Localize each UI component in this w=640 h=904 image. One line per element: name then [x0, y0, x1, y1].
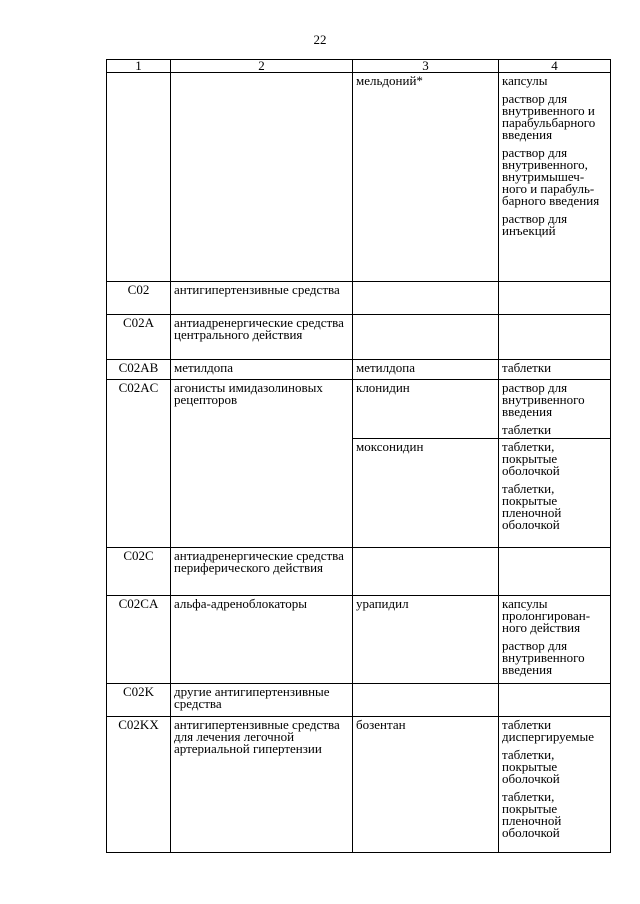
table-row: [107, 548, 611, 596]
dosage-forms: [499, 548, 611, 596]
atc-code: C02A: [107, 315, 171, 360]
dosage-form: таблетки, покрытые пленочной оболочкой: [502, 789, 562, 840]
group-name: антиадренергические средства центрального действия: [171, 315, 353, 360]
dosage-form: таблетки, покрытые оболочкой: [502, 747, 560, 786]
drug-name: клонидин: [356, 380, 410, 395]
dosage-forms: [499, 282, 611, 315]
dosage-form: таблетки, покрытые оболочкой: [502, 439, 560, 478]
header-col-1: 1: [107, 60, 171, 73]
table-row: [107, 596, 611, 684]
table-row: [107, 315, 611, 360]
dosage-forms: [499, 380, 611, 548]
dosage-forms: [499, 73, 611, 282]
dosage-forms: [499, 315, 611, 360]
drug-name: [353, 315, 499, 360]
group-name: другие антигипертензивные средства: [171, 684, 353, 717]
header-col-4: 4: [499, 60, 611, 73]
group-name: антиадренергические средства периферического действия: [171, 548, 353, 596]
dosage-form: раствор для внутривенного, внутримышеч-ного и парабуль-барного введения: [502, 145, 600, 208]
dosage-forms: [499, 360, 611, 380]
dosage-form: капсулы пролонгирован-ного действия: [502, 596, 591, 635]
table-row: [107, 360, 611, 380]
atc-code: C02CA: [107, 596, 171, 684]
dosage-form: капсулы: [502, 73, 548, 88]
group-name: [171, 73, 353, 282]
drug-name: бозентан: [353, 717, 499, 853]
dosage-form: раствор для внутривенного введения: [502, 380, 585, 419]
table-row: [107, 282, 611, 315]
dosage-form: таблетки диспергируемые: [502, 717, 595, 744]
drug-name: [353, 684, 499, 717]
group-name: агонисты имидазолиновых рецепторов: [171, 380, 353, 548]
drug-name: [353, 548, 499, 596]
drug-name: метилдопа: [353, 360, 499, 380]
dosage-form: раствор для внутривенного введения: [502, 638, 585, 677]
dosage-form: таблетки: [502, 360, 552, 375]
header-col-3: 3: [353, 60, 499, 73]
drug-name: урапидил: [353, 596, 499, 684]
drug-cell: [353, 380, 499, 548]
page-number: 22: [313, 32, 327, 47]
table-row: [107, 73, 611, 282]
dosage-form: раствор для внутривенного и парабульбарного введения: [502, 91, 596, 142]
atc-code: C02: [107, 282, 171, 315]
dosage-forms: [499, 717, 611, 853]
table-row: [107, 717, 611, 853]
table-header-row: [107, 60, 611, 73]
dosage-form: таблетки, покрытые пленочной оболочкой: [502, 481, 562, 532]
drug-name: моксонидин: [353, 438, 498, 456]
group-name: антигипертензивные средства для лечения легочной артериальной гипертензии: [171, 717, 353, 853]
dosage-forms: [499, 596, 611, 684]
atc-code: C02C: [107, 548, 171, 596]
atc-code: C02AB: [107, 360, 171, 380]
group-name: метилдопа: [171, 360, 353, 380]
header-col-2: 2: [171, 60, 353, 73]
dosage-form: раствор для инъекций: [502, 211, 568, 238]
dosage-forms: [499, 684, 611, 717]
atc-code: C02KX: [107, 717, 171, 853]
drug-name: [353, 282, 499, 315]
atc-code: [107, 73, 171, 282]
drug-table: [106, 59, 611, 853]
atc-code: C02AC: [107, 380, 171, 548]
table-row: [107, 684, 611, 717]
dosage-form: таблетки: [502, 422, 552, 437]
atc-code: C02K: [107, 684, 171, 717]
drug-name: мельдоний*: [353, 73, 499, 282]
table-row: [107, 380, 611, 548]
group-name: антигипертензивные средства: [171, 282, 353, 315]
group-name: альфа-адреноблокаторы: [171, 596, 353, 684]
